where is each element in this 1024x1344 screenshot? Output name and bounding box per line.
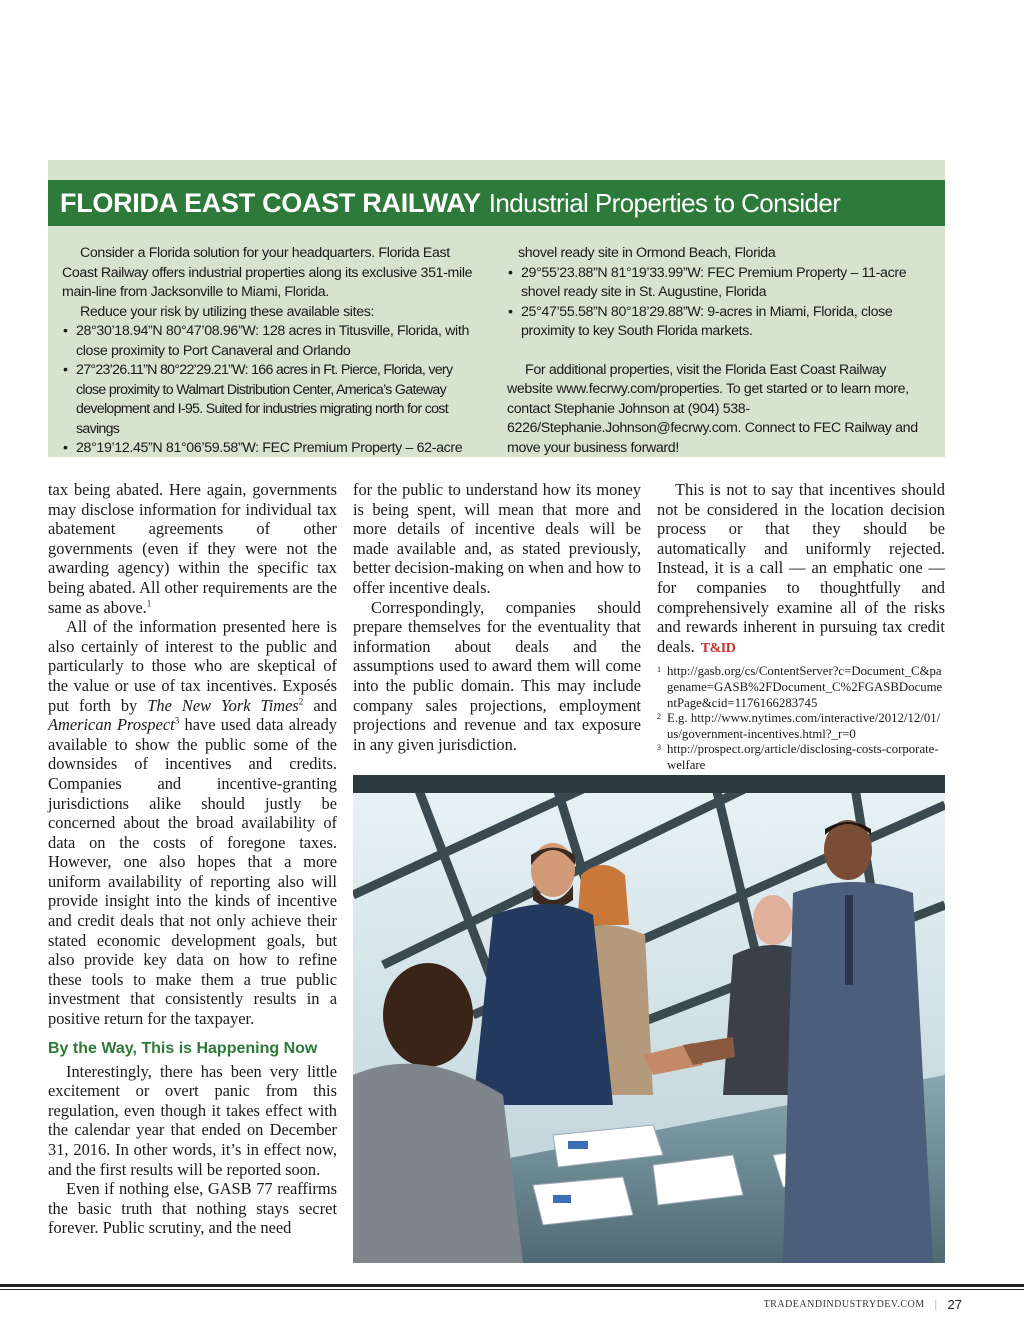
- ad-right-column: [507, 244, 932, 458]
- footer-rule-thin: [0, 1289, 1024, 1290]
- article-column-3: [657, 480, 945, 774]
- ad-site-item: • 29°55’23.88”N 81°19’33.99”W: FEC Premium Property – 11-acre shovel ready site in St. Augustine, Florida: [507, 264, 932, 303]
- page-footer: [764, 1297, 962, 1312]
- ad-site-continued: shovel ready site in Ormond Beach, Florida: [518, 245, 776, 261]
- footnote-ref: 1: [146, 598, 152, 609]
- business-handshake-photo: [353, 775, 945, 1263]
- article-column-2: [353, 480, 641, 754]
- ad-site-item: • 27°23’26.11”N 80°22’29.21”W: 166 acres in Ft. Pierce, Florida, very close proximity to Walmart Distribution Center, America’s Gateway development and I-95. Suited for industries migrating north for cost savings: [62, 361, 485, 439]
- paragraph: Even if nothing else, GASB 77 reaffirms the basic truth that nothing stays secret forever. Public scrutiny, and the need: [48, 1179, 337, 1238]
- ad-title-light: Industrial Properties to Consider: [488, 187, 841, 218]
- ad-site-item: • 25°47’55.58”N 80°18’29.88”W: 9-acres in Miami, Florida, close proximity to key South Florida markets.: [507, 303, 932, 342]
- paragraph: Interestingly, there has been very little excitement or overt panic from this regulation, even though it takes effect with the calendar year that ended on December 31, 2016. In other words, it’s in effect now, and the first results will be reported soon.: [48, 1061, 337, 1179]
- subheading: By the Way, This is Happening Now: [48, 1039, 318, 1057]
- publication-name: The New York Times: [147, 695, 299, 715]
- paragraph: tax being abated. Here again, governments may disclose information for individual tax abatement agreements of other governments (even if they were not the awarding agency) within the specific tax being abated. All other requirements are the same as above.$^1$: [48, 480, 337, 617]
- footnote: 2 E.g. http://www.nytimes.com/interactive/2012/12/01/us/government-incentives.html?_r=0: [657, 711, 941, 741]
- ad-left-column: [62, 244, 485, 459]
- tid-logo: T&ID: [700, 640, 736, 656]
- publication-name: American Prospect: [48, 715, 175, 735]
- ad-reduce: Reduce your risk by utilizing these available sites:: [80, 303, 375, 320]
- page-number: 27: [947, 1297, 962, 1312]
- paragraph: for the public to understand how its money is being spent, will mean that more and more details of incentive deals will be made available and, as stated previously, better decision-making on when and how to offer incentive deals.: [353, 480, 641, 597]
- footnote-ref: 3: [174, 715, 180, 726]
- ad-intro: Consider a Florida solution for your headquarters. Florida East Coast Railway offers industrial properties along its exclusive 351-mile main-line from Jacksonville to Miami, Florida.: [62, 245, 473, 300]
- paragraph: Correspondingly, companies should prepare themselves for the eventuality that information about deals and the assumptions used to award them will come into the public domain. This may include company sales projections, employment projections and revenue and tax exposure in any given jurisdiction.: [353, 597, 641, 754]
- footnote-ref: 2: [298, 696, 304, 707]
- footer-separator: |: [934, 1297, 938, 1311]
- paragraph: This is not to say that incentives should not be considered in the location decision process or that they should be automatically and uniformly rejected. Instead, it is a call — an emphatic one — for companies to thoughtfully and comprehensively examine all of the risks and rewards inherent in pursuing tax credit deals. T&ID: [657, 480, 945, 656]
- article-column-1: [48, 480, 337, 1238]
- footer-site: TRADEANDINDUSTRYDEV.COM: [763, 1299, 925, 1310]
- footnote: 3 http://prospect.org/article/disclosing-costs-corporate-welfare: [657, 742, 939, 772]
- ad-site-item: • 28°19’12.45”N 81°06’59.58”W: FEC Premium Property – 62-acre: [62, 439, 485, 459]
- ad-site-list-right: [507, 264, 932, 342]
- footnotes: [657, 664, 945, 773]
- ad-site-list: [62, 322, 485, 459]
- ad-header: [48, 180, 945, 226]
- footer-rule: [0, 1284, 1024, 1287]
- ad-additional: For additional properties, visit the Florida East Coast Railway website www.fecrwy.com/properties. To get started or to learn more, contact Stephanie Johnson at (904) 538-6226/Stephanie.Johnson@fecrwy.com. Connect to FEC Railway and move your business forward!: [507, 361, 918, 456]
- ad-site-item: • 28°30’18.94”N 80°47’08.96”W: 128 acres in Titusville, Florida, with close proximity to Port Canaveral and Orlando: [62, 322, 485, 361]
- paragraph: All of the information presented here is also certainly of interest to the public and particularly to those who are skeptical of the value or use of tax incentives. Exposés put forth by The New York Times$^2$ and American Prospect$^3$ have used data already available to show the public some of the downsides of incentives and credits. Companies and incentive-granting jurisdictions alike should justly be concerned about the broad availability of data on the costs of foregone taxes. However, one also hopes that a more uniform availability of reporting also will provide insight into the kinds of incentive and credit deals that not only achieve their stated economic development goals, but also provide key data on how to refine these tools to make them a true public investment that consistently results in a positive return for the taxpayer.: [48, 617, 337, 1029]
- ad-title-bold: FLORIDA EAST COAST RAILWAY: [60, 187, 481, 218]
- footnote: 1 http://gasb.org/cs/ContentServer?c=Document_C&pagename=GASB%2FDocument_C%2FGASBDocumentPage&cid=1176166283745: [657, 664, 943, 710]
